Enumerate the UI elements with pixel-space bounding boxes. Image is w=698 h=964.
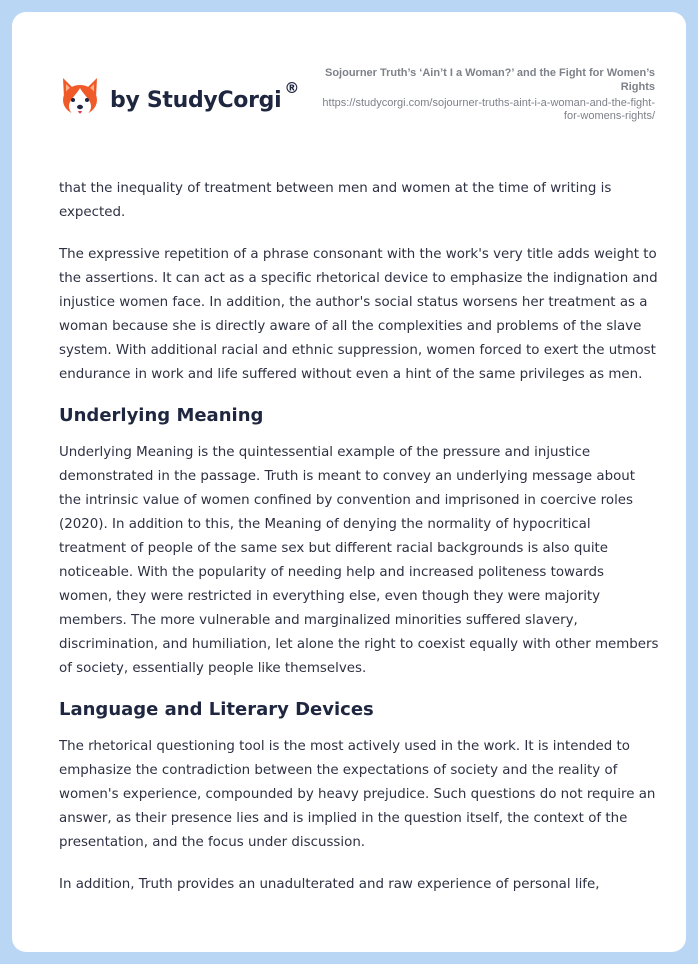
registered-mark: ® [284,79,300,97]
paragraph: that the inequality of treatment between men and women at the time of writing is expected. [59,181,612,220]
paragraph: The expressive repetition of a phrase consonant with the work's very title adds weight to the assertions. It can act as a specific rhetorical device to emphasize the indignation and injustice women face. In addition, the author's social status worsens her treatment as a woman because she is directly aware of all the complexities and problems of the slave system. With additional racial and ethnic suppression, women forced to exert the utmost endurance in work and life suffered without even a hint of the same privileges as men. [59,247,658,382]
paragraph: The rhetorical questioning tool is the most actively used in the work. It is intended to emphasize the contradiction between the expectations of society and the reality of women's experience, compounded by heavy prejudice. Such questions do not require an answer, as their presence lies and is implied in the question itself, the context of the presentation, and the focus under discussion. [59,739,656,850]
document-title: Sojourner Truth’s ‘Ain’t I a Woman?’ and the Fight for Women’s Rights [324,67,655,93]
paragraph: In addition, Truth provides an unadulterated and raw experience of personal life, [59,877,600,892]
section-heading-language-literary-devices: Language and Literary Devices [59,699,374,720]
document-body [59,177,659,915]
document-meta [315,66,655,123]
page-header [12,12,686,162]
corgi-icon [60,76,100,120]
paragraph: Underlying Meaning is the quintessential example of the pressure and injustice demonstrated in the passage. Truth is meant to convey an underlying message about the intrinsic value of women confined by convention and imprisoned in coercive roles (2020). In addition to this, the Meaning of denying the normality of hypocritical treatment of people of the same sex but different racial backgrounds is also quite noticeable. With the popularity of needing help and increased politeness towards women, they were restricted in everything else, even though they were majority members. The more vulnerable and marginalized minorities suffered slavery, discrimination, and humiliation, let alone the right to coexist equally with other members of society, essentially people like themselves. [59,445,659,676]
document-page [12,12,686,952]
document-url[interactable]: https://studycorgi.com/sojourner-truths-aint-i-a-woman-and-the-fight-for-womens-rights/ [322,97,655,122]
logo-text: by StudyCorgi [110,87,282,113]
section-heading-underlying-meaning: Underlying Meaning [59,405,264,426]
studycorgi-logo[interactable] [60,76,299,120]
